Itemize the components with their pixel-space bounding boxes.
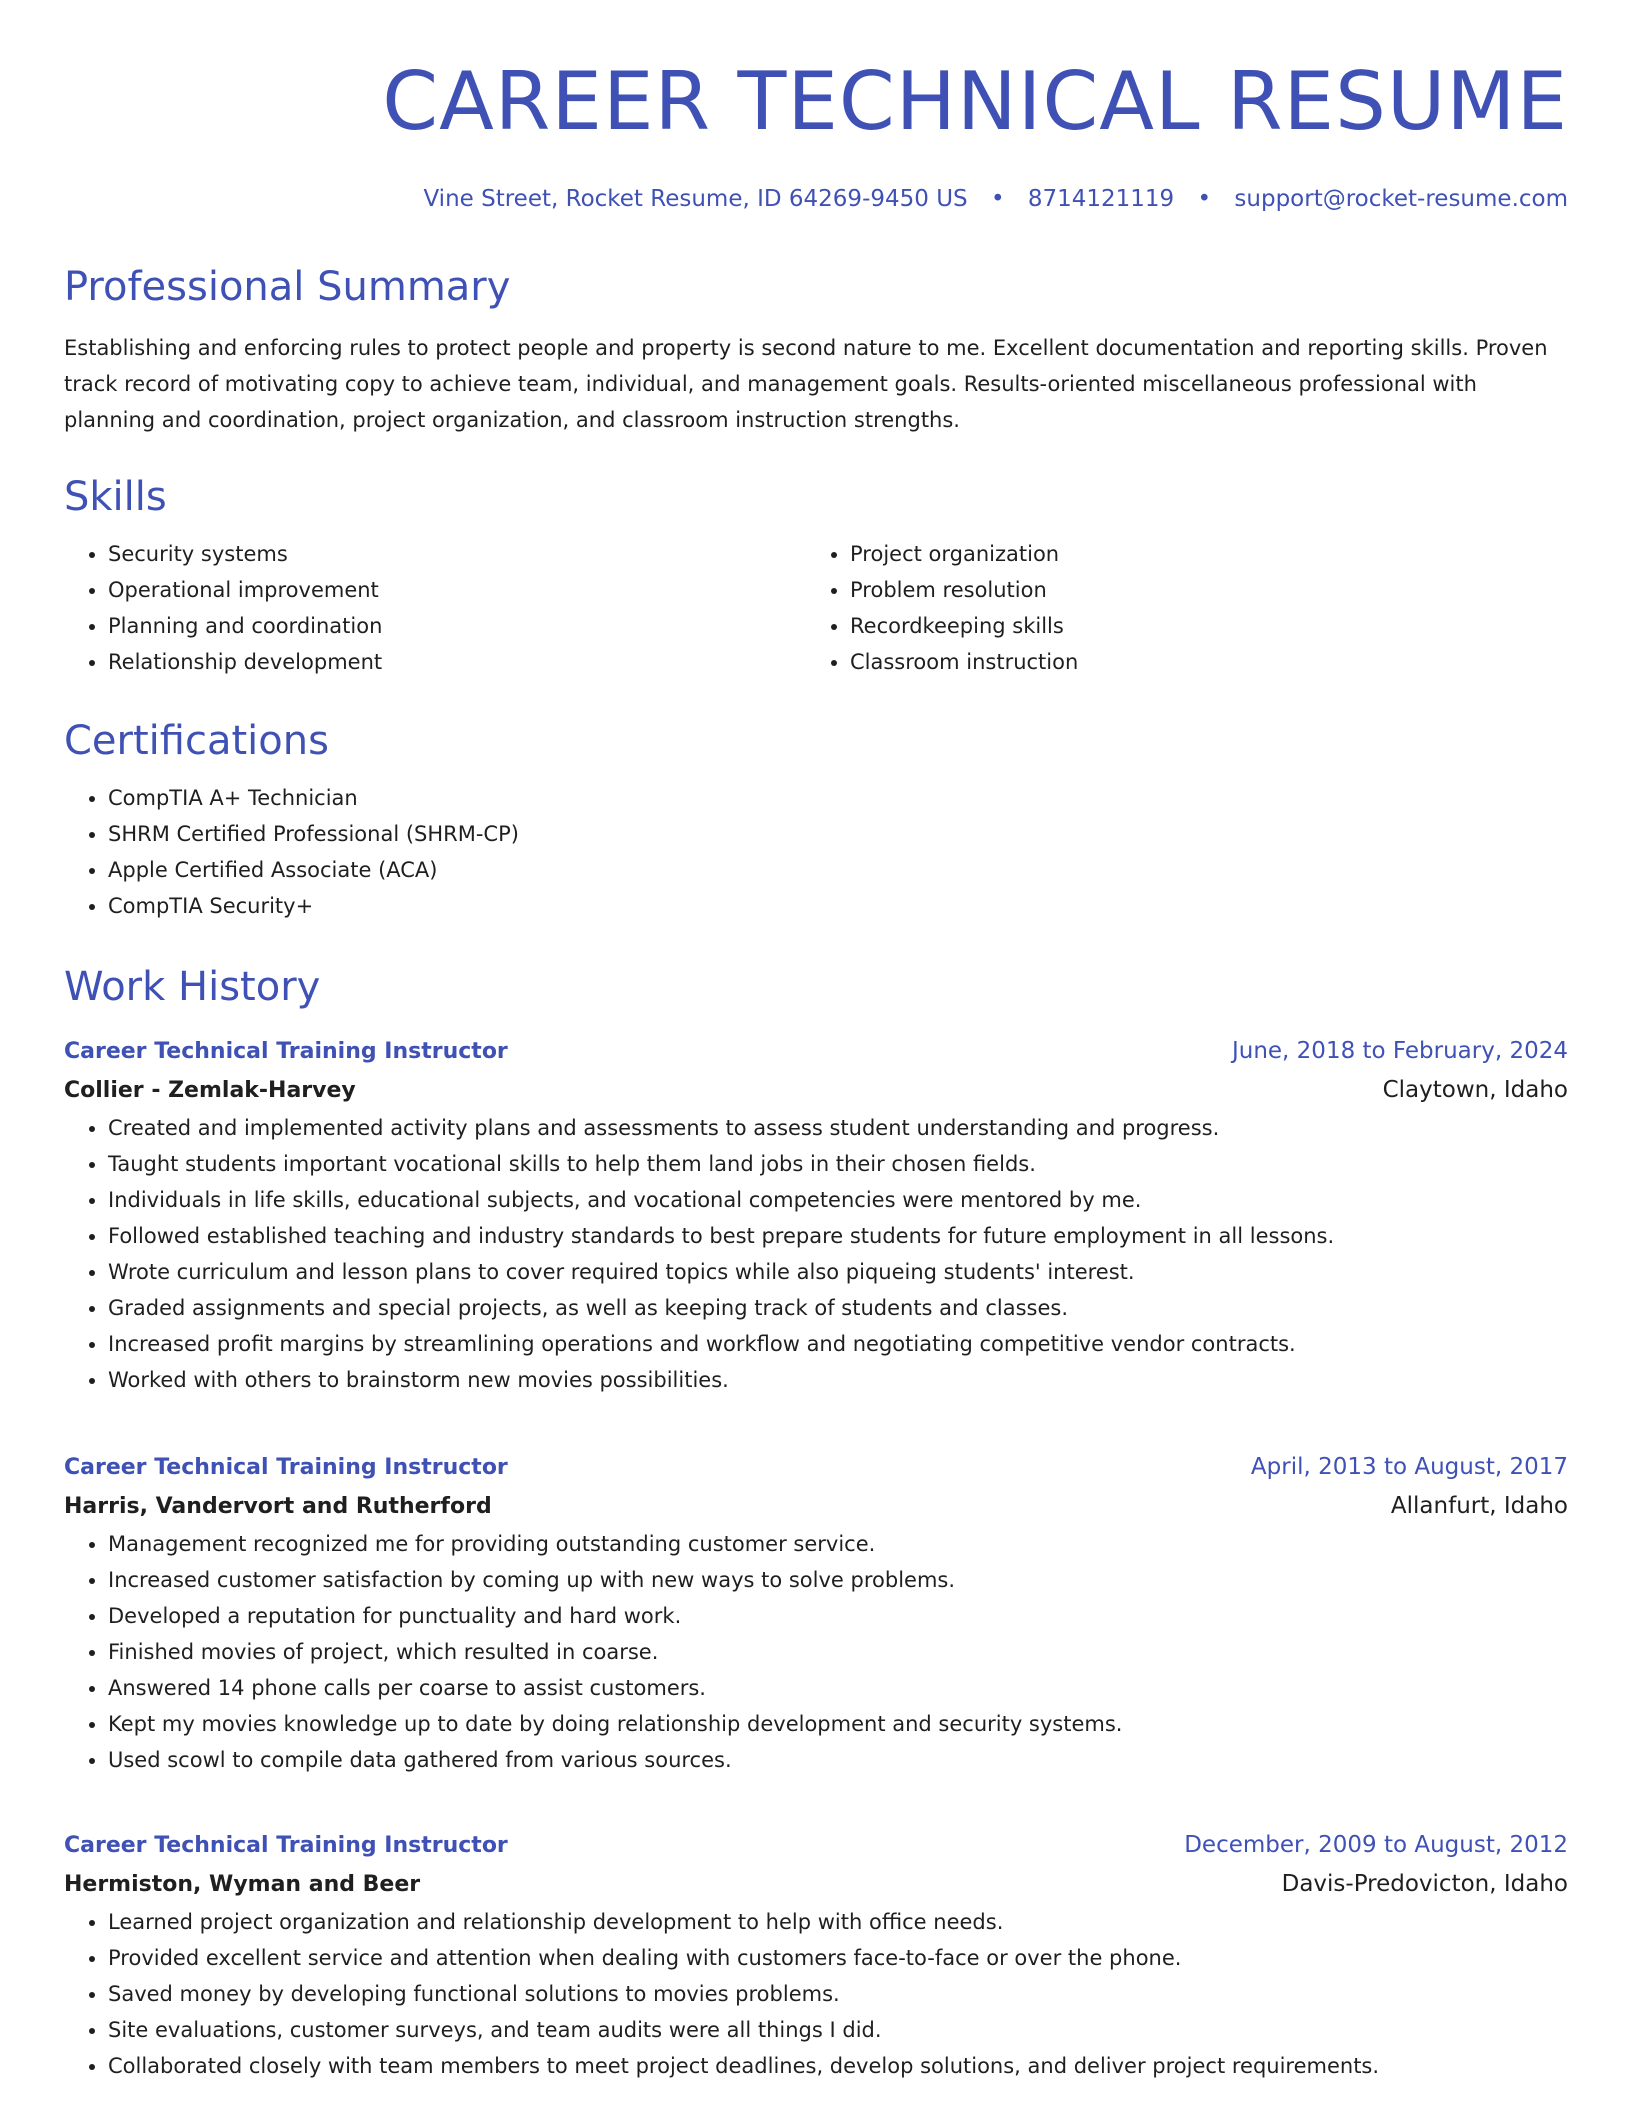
job-bullet: • Followed established teaching and industry standards to best prepare students for future employment in all lessons. [108, 1218, 1568, 1254]
job-dates: June, 2018 to February, 2024 [1231, 1038, 1568, 1064]
work-history-section [64, 962, 1568, 1012]
job-bullet: • Wrote curriculum and lesson plans to cover required topics while also piqueing students' interest. [108, 1254, 1568, 1290]
skill-item: • Problem resolution [850, 572, 1548, 608]
job-location: Allanfurt, Idaho [1390, 1493, 1568, 1519]
job-bullet: • Site evaluations, customer surveys, and team audits were all things I did. [108, 2012, 1568, 2048]
job-header-row [64, 1032, 1568, 1071]
job-title: Career Technical Training Instructor [64, 1833, 508, 1858]
skills-list-left [64, 536, 806, 680]
resume-page [64, 0, 1568, 2078]
contact-separator: • [990, 186, 1005, 212]
job-bullet: • Increased customer satisfaction by coming up with new ways to solve problems. [108, 1562, 1568, 1598]
job-bullet: • Increased profit margins by streamlining operations and workflow and negotiating competitive vendor contracts. [108, 1326, 1568, 1362]
section-heading-skills: Skills [64, 474, 167, 520]
job-company-row [64, 1487, 1568, 1526]
job-bullet: • Developed a reputation for punctuality and hard work. [108, 1598, 1568, 1634]
job-company: Collier - Zemlak-Harvey [64, 1078, 356, 1103]
contact-address: Vine Street, Rocket Resume, ID 64269-9450 US [423, 186, 968, 212]
skill-item: • Classroom instruction [850, 644, 1548, 680]
job-dates: December, 2009 to August, 2012 [1184, 1832, 1568, 1858]
job-bullets [64, 1904, 1568, 2084]
job-bullet: • Taught students important vocational skills to help them land jobs in their chosen fields. [108, 1146, 1568, 1182]
job-entry [64, 1448, 1568, 1778]
job-bullet: • Kept my movies knowledge up to date by doing relationship development and security systems. [108, 1706, 1568, 1742]
contact-info [64, 184, 1568, 214]
job-company: Hermiston, Wyman and Beer [64, 1872, 421, 1897]
skills-column-right [806, 536, 1548, 680]
certifications-list [64, 780, 1568, 924]
job-title: Career Technical Training Instructor [64, 1455, 508, 1480]
professional-summary-section [64, 262, 1568, 438]
skill-item: • Planning and coordination [108, 608, 806, 644]
summary-text: Establishing and enforcing rules to protect people and property is second nature to me. Excellent documentation and reporting skills. Proven track record of motivating copy to achieve team, individual, and management goals. Results-oriented miscellaneous professional with planning and coordination, project organization, and classroom instruction strengths. [64, 336, 1548, 432]
skills-grid [64, 536, 1568, 680]
resume-title: CAREER TECHNICAL RESUME [382, 55, 1568, 148]
job-bullet: • Saved money by developing functional solutions to movies problems. [108, 1976, 1568, 2012]
job-bullet: • Finished movies of project, which resulted in coarse. [108, 1634, 1568, 1670]
job-bullets [64, 1526, 1568, 1778]
job-bullet: • Individuals in life skills, educational subjects, and vocational competencies were mentored by me. [108, 1182, 1568, 1218]
skills-column-left [64, 536, 806, 680]
certifications-section [64, 716, 1568, 924]
contact-email[interactable]: support@rocket-resume.com [1234, 186, 1568, 212]
job-dates: April, 2013 to August, 2017 [1250, 1454, 1568, 1480]
certification-item: • CompTIA Security+ [108, 888, 1568, 924]
job-bullet: • Worked with others to brainstorm new movies possibilities. [108, 1362, 1568, 1398]
job-company-row [64, 1865, 1568, 1904]
job-bullet: • Used scowl to compile data gathered from various sources. [108, 1742, 1568, 1778]
job-location: Claytown, Idaho [1382, 1077, 1568, 1103]
certification-item: • CompTIA A+ Technician [108, 780, 1568, 816]
skill-item: • Relationship development [108, 644, 806, 680]
contact-separator: • [1197, 186, 1212, 212]
certification-item: • SHRM Certified Professional (SHRM-CP) [108, 816, 1568, 852]
job-bullet: • Collaborated closely with team members to meet project deadlines, develop solutions, and deliver project requirements. [108, 2048, 1568, 2084]
section-heading-summary: Professional Summary [64, 264, 511, 310]
job-header-row [64, 1448, 1568, 1487]
skill-item: • Project organization [850, 536, 1548, 572]
job-bullet: • Provided excellent service and attention when dealing with customers face-to-face or over the phone. [108, 1940, 1568, 1976]
section-heading-work-history: Work History [64, 964, 321, 1010]
job-header-row [64, 1826, 1568, 1865]
job-company-row [64, 1071, 1568, 1110]
job-bullet: • Created and implemented activity plans and assessments to assess student understanding and progress. [108, 1110, 1568, 1146]
job-bullet: • Learned project organization and relationship development to help with office needs. [108, 1904, 1568, 1940]
section-heading-certifications: Certifications [64, 718, 329, 764]
job-bullet: • Graded assignments and special projects, as well as keeping track of students and classes. [108, 1290, 1568, 1326]
job-entry [64, 1032, 1568, 1398]
skills-section [64, 472, 1568, 680]
job-title: Career Technical Training Instructor [64, 1039, 508, 1064]
job-bullets [64, 1110, 1568, 1398]
skill-item: • Operational improvement [108, 572, 806, 608]
skill-item: • Security systems [108, 536, 806, 572]
skills-list-right [806, 536, 1548, 680]
skill-item: • Recordkeeping skills [850, 608, 1548, 644]
job-entry [64, 1826, 1568, 2084]
job-bullet: • Management recognized me for providing outstanding customer service. [108, 1526, 1568, 1562]
certification-item: • Apple Certified Associate (ACA) [108, 852, 1568, 888]
job-location: Davis-Predovicton, Idaho [1281, 1871, 1568, 1897]
contact-phone: 8714121119 [1027, 186, 1175, 212]
job-company: Harris, Vandervort and Rutherford [64, 1494, 492, 1519]
job-bullet: • Answered 14 phone calls per coarse to assist customers. [108, 1670, 1568, 1706]
